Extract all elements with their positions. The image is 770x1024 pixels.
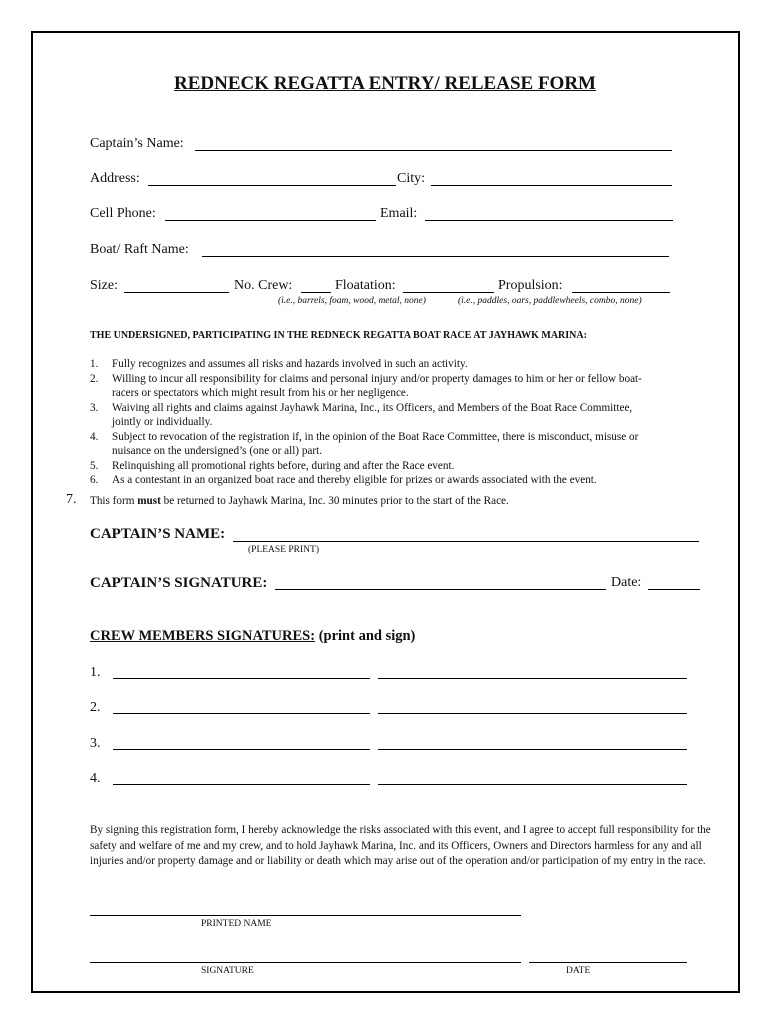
- city-label: City:: [397, 171, 426, 186]
- crew-row-2-print-field[interactable]: [113, 713, 370, 714]
- list-number: 6.: [90, 474, 99, 486]
- term-7-text: This form must be returned to Jayhawk Marina, Inc. 30 minutes prior to the start of the Race.: [90, 495, 509, 507]
- address-field[interactable]: [148, 185, 396, 186]
- terms-list: [90, 357, 642, 488]
- captain-signature-label: CAPTAIN’S SIGNATURE:: [90, 575, 268, 591]
- no-crew-label: No. Crew:: [234, 278, 293, 293]
- list-item: 4. Subject to revocation of the registration if, in the opinion of the Boat Race Committee, there is misconduct, misuse or nuisance on the undersigned’s (one or all) part.: [90, 430, 639, 457]
- signature-field[interactable]: [90, 962, 521, 963]
- date-field[interactable]: [529, 962, 687, 963]
- crew-row-3-print-field[interactable]: [113, 749, 370, 750]
- crew-heading: CREW MEMBERS SIGNATURES: (print and sign): [90, 628, 416, 644]
- list-number: 2.: [90, 372, 99, 385]
- city-field[interactable]: [431, 185, 672, 186]
- list-item: 5. Relinquishing all promotional rights before, during and after the Race event.: [90, 459, 455, 472]
- form-title: REDNECK REGATTA ENTRY/ RELEASE FORM: [174, 73, 596, 94]
- list-item: 2. Willing to incur all responsibility for claims and personal injury and/or property damages to him or her or fellow boat- racers or spectators which might result from his or her negligence.: [90, 372, 642, 399]
- captain-print-label: CAPTAIN’S NAME:: [90, 526, 226, 542]
- captain-print-field[interactable]: [233, 541, 699, 542]
- list-number: 5.: [90, 459, 99, 472]
- boat-name-label: Boat/ Raft Name:: [90, 242, 189, 257]
- address-label: Address:: [90, 171, 140, 186]
- no-crew-field[interactable]: [301, 292, 331, 293]
- crew-row-4-print-field[interactable]: [113, 784, 370, 785]
- cell-phone-field[interactable]: [165, 220, 376, 221]
- cell-phone-label: Cell Phone:: [90, 206, 156, 221]
- list-item: 1. Fully recognizes and assumes all risks and hazards involved in such an activity.: [90, 358, 468, 370]
- captain-name-label: Captain’s Name:: [90, 136, 184, 151]
- crew-row-4-number: 4.: [90, 771, 101, 786]
- printed-name-field[interactable]: [90, 915, 521, 916]
- list-number: 1.: [90, 358, 99, 370]
- list-number: 4.: [90, 430, 99, 443]
- captain-signature-field[interactable]: [275, 589, 606, 590]
- signature-caption: SIGNATURE: [201, 966, 254, 976]
- boat-name-field[interactable]: [202, 256, 669, 257]
- floatation-label: Floatation:: [335, 278, 396, 293]
- term-7-number: 7.: [66, 492, 77, 507]
- size-label: Size:: [90, 278, 118, 293]
- captain-date-field[interactable]: [648, 589, 700, 590]
- propulsion-hint: (i.e., paddles, oars, paddlewheels, combo, none): [458, 296, 642, 306]
- date-caption: DATE: [566, 966, 591, 976]
- crew-row-3-sign-field[interactable]: [378, 749, 687, 750]
- list-item: 6. As a contestant in an organized boat race and thereby eligible for prizes or awards associated with the event.: [90, 474, 597, 486]
- crew-row-3-number: 3.: [90, 736, 101, 751]
- crew-row-1-number: 1.: [90, 665, 101, 680]
- list-number: 3.: [90, 401, 99, 414]
- crew-row-1-sign-field[interactable]: [378, 678, 687, 679]
- captain-name-field[interactable]: [195, 150, 672, 151]
- propulsion-label: Propulsion:: [498, 278, 563, 293]
- floatation-field[interactable]: [403, 292, 494, 293]
- acknowledgement-paragraph: By signing this registration form, I hereby acknowledge the risks associated with this event, and I agree to accept full responsibility for the safety and welfare of me and my crew, and to hold Jayhawk Marina, Inc. and its Officers, Owners and Directors harmless for any and all injuries and/or property damage and or liability or death which may arise out of the operation and/or participation of my entry in the race.: [90, 824, 711, 867]
- email-label: Email:: [380, 206, 418, 221]
- captain-date-label: Date:: [611, 575, 642, 590]
- crew-row-4-sign-field[interactable]: [378, 784, 687, 785]
- list-item: 3. Waiving all rights and claims against Jayhawk Marina, Inc., its Officers, and Members of the Boat Race Committee, jointly or individually.: [90, 401, 633, 428]
- crew-row-1-print-field[interactable]: [113, 678, 370, 679]
- please-print-hint: (PLEASE PRINT): [248, 545, 319, 555]
- crew-row-2-sign-field[interactable]: [378, 713, 687, 714]
- undersigned-heading: THE UNDERSIGNED, PARTICIPATING IN THE REDNECK REGATTA BOAT RACE AT JAYHAWK MARINA:: [90, 330, 587, 341]
- floatation-hint: (i.e., barrels, foam, wood, metal, none): [278, 296, 426, 306]
- propulsion-field[interactable]: [572, 292, 670, 293]
- email-field[interactable]: [425, 220, 673, 221]
- size-field[interactable]: [124, 292, 229, 293]
- crew-row-2-number: 2.: [90, 700, 101, 715]
- printed-name-caption: PRINTED NAME: [201, 919, 272, 929]
